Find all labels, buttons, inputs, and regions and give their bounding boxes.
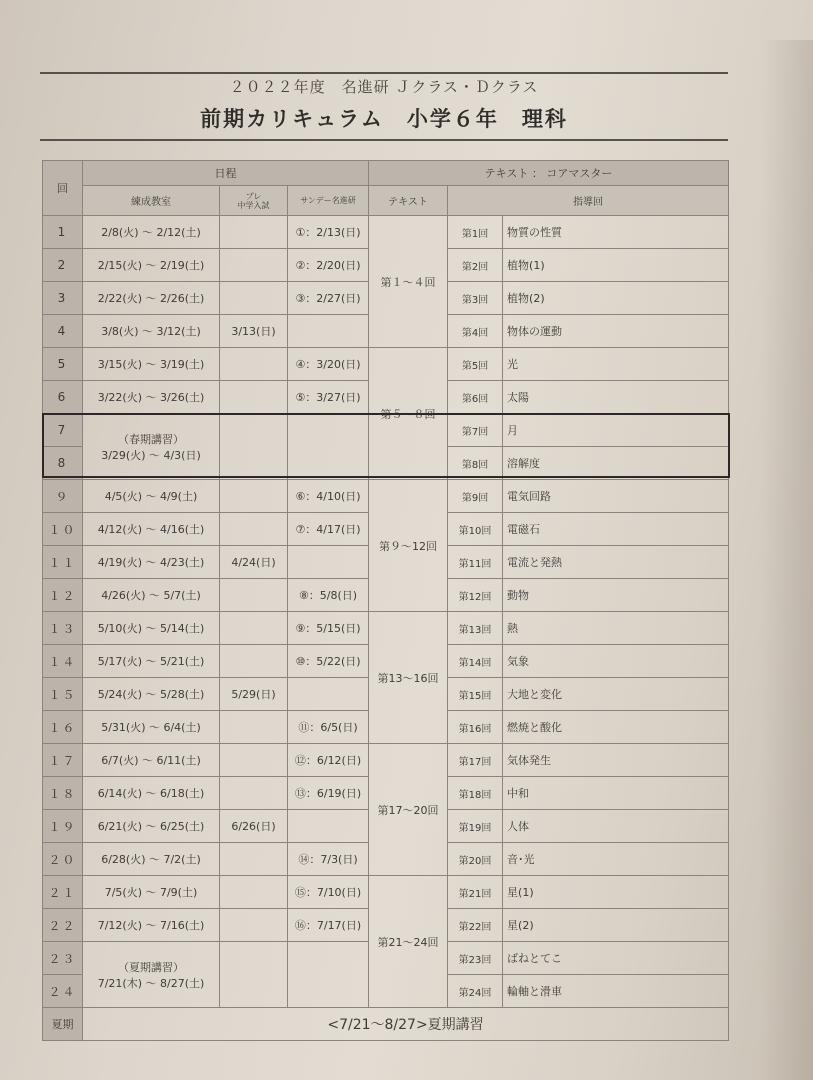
session-topic: 大地と変化 — [503, 678, 729, 711]
session-number: 第4回 — [448, 315, 503, 348]
kensei-dates: 5/17(火) ～ 5/21(土) — [83, 645, 220, 678]
sunday-date — [288, 678, 369, 711]
row-number: １１ — [43, 546, 83, 579]
row-number: １８ — [43, 777, 83, 810]
pre-exam-date — [220, 876, 288, 909]
pre-exam-date — [220, 216, 288, 249]
kensei-dates: 5/10(火) ～ 5/14(土) — [83, 612, 220, 645]
pre-exam-date — [220, 414, 288, 480]
session-topic: 電磁石 — [503, 513, 729, 546]
session-topic: 月 — [503, 414, 729, 447]
session-number: 第2回 — [448, 249, 503, 282]
pre-exam-date — [220, 249, 288, 282]
session-topic: 輪軸と滑車 — [503, 975, 729, 1008]
document-header — [40, 72, 728, 141]
row-number: ２１ — [43, 876, 83, 909]
session-number: 第24回 — [448, 975, 503, 1008]
summer-break-range: 7/21(木) ～ 8/27(土) — [97, 976, 205, 990]
row-number: １０ — [43, 513, 83, 546]
row-number: ２４ — [43, 975, 83, 1008]
pre-exam-date — [220, 513, 288, 546]
kensei-dates: 2/22(火) ～ 2/26(土) — [83, 282, 220, 315]
pre-exam-date — [220, 282, 288, 315]
col-text-header: テキスト — [369, 186, 448, 216]
row-number: 2 — [43, 249, 83, 282]
kensei-dates: 6/28(火) ～ 7/2(土) — [83, 843, 220, 876]
session-number: 第10回 — [448, 513, 503, 546]
pre-exam-date — [220, 612, 288, 645]
session-number: 第19回 — [448, 810, 503, 843]
sunday-date — [288, 810, 369, 843]
text-header: テキスト ： コアマスター — [369, 161, 729, 186]
row-number: １４ — [43, 645, 83, 678]
row-number: １９ — [43, 810, 83, 843]
sunday-date — [288, 315, 369, 348]
session-topic: 動物 — [503, 579, 729, 612]
session-topic: 物質の性質 — [503, 216, 729, 249]
session-topic: 気体発生 — [503, 744, 729, 777]
sunday-date: ⑭：7/3(日) — [288, 843, 369, 876]
session-topic: 植物(1) — [503, 249, 729, 282]
pre-exam-date — [220, 942, 288, 1008]
session-number: 第6回 — [448, 381, 503, 414]
col-sunday-header — [288, 186, 369, 216]
col-sunday-label: サンデー名進研 — [300, 196, 356, 205]
row-number: 1 — [43, 216, 83, 249]
session-topic: 音･光 — [503, 843, 729, 876]
session-topic: 燃焼と酸化 — [503, 711, 729, 744]
session-topic: 人体 — [503, 810, 729, 843]
text-range: 第９～12回 — [369, 480, 448, 612]
pre-exam-date: 4/24(日) — [220, 546, 288, 579]
sunday-date: ⑨：5/15(日) — [288, 612, 369, 645]
session-number: 第15回 — [448, 678, 503, 711]
session-topic: 電気回路 — [503, 480, 729, 513]
kensei-dates: 6/14(火) ～ 6/18(土) — [83, 777, 220, 810]
pre-exam-date — [220, 381, 288, 414]
kensei-dates: 5/24(火) ～ 5/28(土) — [83, 678, 220, 711]
session-topic: 光 — [503, 348, 729, 381]
row-number: ９ — [43, 480, 83, 513]
session-number: 第18回 — [448, 777, 503, 810]
row-number: １２ — [43, 579, 83, 612]
kensei-dates: 3/8(火) ～ 3/12(土) — [83, 315, 220, 348]
row-number: １７ — [43, 744, 83, 777]
pre-exam-date — [220, 348, 288, 381]
kensei-dates: 6/21(火) ～ 6/25(土) — [83, 810, 220, 843]
session-number: 第21回 — [448, 876, 503, 909]
session-topic: 星(1) — [503, 876, 729, 909]
session-number: 第22回 — [448, 909, 503, 942]
sunday-date: ⑪：6/5(日) — [288, 711, 369, 744]
kensei-dates: 4/5(火) ～ 4/9(土) — [83, 480, 220, 513]
kensei-dates: 5/31(火) ～ 6/4(土) — [83, 711, 220, 744]
session-number: 第20回 — [448, 843, 503, 876]
summer-break-dates — [83, 942, 220, 1008]
row-number: ２２ — [43, 909, 83, 942]
kensei-dates: 3/22(火) ～ 3/26(土) — [83, 381, 220, 414]
kensei-dates: 7/5(火) ～ 7/9(土) — [83, 876, 220, 909]
sunday-date — [288, 546, 369, 579]
session-number: 第13回 — [448, 612, 503, 645]
header-year-class: ２０２２年度 名進研 Ｊクラス・Ｄクラス — [229, 78, 539, 96]
num-header: 回 — [43, 161, 83, 216]
table-header-row-1 — [43, 161, 729, 186]
pre-exam-date — [220, 744, 288, 777]
session-topic: ばねとてこ — [503, 942, 729, 975]
kensei-dates: 2/15(火) ～ 2/19(土) — [83, 249, 220, 282]
text-range: 第17～20回 — [369, 744, 448, 876]
sunday-date: ⑮：7/10(日) — [288, 876, 369, 909]
sunday-date: ⑤：3/27(日) — [288, 381, 369, 414]
text-range: 第１～４回 — [369, 216, 448, 348]
session-number: 第1回 — [448, 216, 503, 249]
text-range: 第13～16回 — [369, 612, 448, 744]
session-topic: 物体の運動 — [503, 315, 729, 348]
pre-exam-date — [220, 480, 288, 513]
session-topic: 中和 — [503, 777, 729, 810]
pre-exam-date — [220, 579, 288, 612]
sunday-date: ①：2/13(日) — [288, 216, 369, 249]
row-number: 夏期 — [43, 1008, 83, 1041]
curriculum-table — [42, 160, 729, 1041]
text-range: 第５～８回 — [369, 348, 448, 480]
row-number: 7 — [43, 414, 83, 447]
row-number: 5 — [43, 348, 83, 381]
kensei-dates: 4/26(火) ～ 5/7(土) — [83, 579, 220, 612]
row-number: ２０ — [43, 843, 83, 876]
kensei-dates: 6/7(火) ～ 6/11(土) — [83, 744, 220, 777]
sunday-date: ⑫：6/12(日) — [288, 744, 369, 777]
text-range: 第21～24回 — [369, 876, 448, 1008]
sunday-date: ⑬：6/19(日) — [288, 777, 369, 810]
sunday-date: ⑩：5/22(日) — [288, 645, 369, 678]
session-number: 第9回 — [448, 480, 503, 513]
row-number: １５ — [43, 678, 83, 711]
pre-exam-date: 6/26(日) — [220, 810, 288, 843]
col-kensei-header: 練成教室 — [83, 186, 220, 216]
sunday-date — [288, 942, 369, 1008]
session-number: 第11回 — [448, 546, 503, 579]
table-row — [43, 480, 729, 513]
header-rule-bottom — [40, 139, 728, 141]
table-row — [43, 348, 729, 381]
session-topic: 電流と発熱 — [503, 546, 729, 579]
pre-exam-date: 3/13(日) — [220, 315, 288, 348]
pre-exam-date — [220, 843, 288, 876]
table-row — [43, 612, 729, 645]
summer-row — [43, 1008, 729, 1041]
session-topic: 植物(2) — [503, 282, 729, 315]
kensei-dates: 7/12(火) ～ 7/16(土) — [83, 909, 220, 942]
sunday-date: ④：3/20(日) — [288, 348, 369, 381]
sunday-date: ⑥：4/10(日) — [288, 480, 369, 513]
session-topic: 気象 — [503, 645, 729, 678]
session-number: 第8回 — [448, 447, 503, 480]
row-number: 8 — [43, 447, 83, 480]
table-row — [43, 744, 729, 777]
row-number: 6 — [43, 381, 83, 414]
kensei-dates: 4/19(火) ～ 4/23(土) — [83, 546, 220, 579]
session-topic: 溶解度 — [503, 447, 729, 480]
col-session-header: 指導回 — [448, 186, 729, 216]
session-topic: 太陽 — [503, 381, 729, 414]
pre-exam-date — [220, 645, 288, 678]
row-number: 4 — [43, 315, 83, 348]
pre-exam-date — [220, 711, 288, 744]
sunday-date: ③：2/27(日) — [288, 282, 369, 315]
session-number: 第3回 — [448, 282, 503, 315]
pre-exam-date — [220, 777, 288, 810]
spring-break-dates — [83, 414, 220, 480]
col-pre-label-2: 中学入試 — [237, 200, 270, 210]
spring-break-range: 3/29(火) ～ 4/3(日) — [101, 448, 201, 462]
pre-exam-date: 5/29(日) — [220, 678, 288, 711]
schedule-header: 日程 — [83, 161, 369, 186]
col-pre-label-1: プレ — [245, 191, 262, 201]
header-rule-top — [40, 72, 728, 74]
row-number: １６ — [43, 711, 83, 744]
sunday-date — [288, 414, 369, 480]
session-number: 第17回 — [448, 744, 503, 777]
session-number: 第23回 — [448, 942, 503, 975]
session-number: 第7回 — [448, 414, 503, 447]
sunday-date: ⑧：5/8(日) — [288, 579, 369, 612]
summer-break-label: （夏期講習） — [118, 960, 184, 974]
kensei-dates: 4/12(火) ～ 4/16(土) — [83, 513, 220, 546]
table-row — [43, 216, 729, 249]
row-number: ２３ — [43, 942, 83, 975]
row-number: 3 — [43, 282, 83, 315]
summer-course-note: <7/21～8/27>夏期講習 — [83, 1008, 729, 1041]
session-topic: 熱 — [503, 612, 729, 645]
kensei-dates: 2/8(火) ～ 2/12(土) — [83, 216, 220, 249]
paper-shadow — [760, 40, 813, 1080]
session-number: 第12回 — [448, 579, 503, 612]
session-number: 第16回 — [448, 711, 503, 744]
kensei-dates: 3/15(火) ～ 3/19(土) — [83, 348, 220, 381]
sunday-date: ⑦：4/17(日) — [288, 513, 369, 546]
sunday-date: ⑯：7/17(日) — [288, 909, 369, 942]
session-number: 第5回 — [448, 348, 503, 381]
table-row — [43, 876, 729, 909]
spring-break-label: （春期講習） — [118, 432, 184, 446]
pre-exam-date — [220, 909, 288, 942]
table-header-row-2 — [43, 186, 729, 216]
sunday-date: ②：2/20(日) — [288, 249, 369, 282]
session-number: 第14回 — [448, 645, 503, 678]
col-pre-header — [220, 186, 288, 216]
page-title: 前期カリキュラム 小学６年 理科 — [200, 107, 568, 131]
row-number: １３ — [43, 612, 83, 645]
session-topic: 星(2) — [503, 909, 729, 942]
